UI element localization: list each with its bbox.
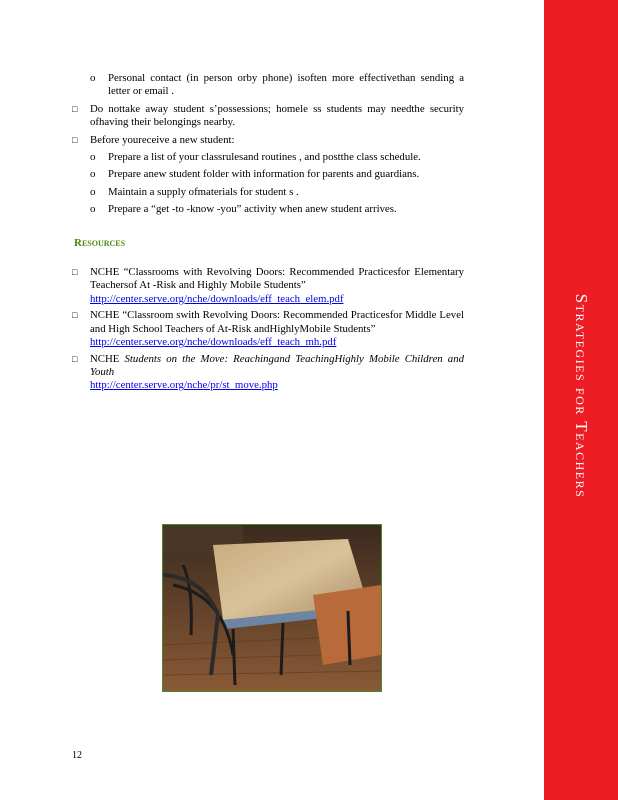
circle-bullet-icon: o: [90, 168, 96, 181]
circle-bullet-icon: o: [90, 151, 96, 164]
list-item-text: Maintain a supply ofmaterials for student s .: [108, 185, 299, 198]
list-item: [70, 151, 464, 164]
resource-text: [90, 353, 464, 380]
circle-bullet-icon: o: [90, 72, 96, 84]
resource-item: [70, 309, 464, 349]
classroom-desk-photo: [162, 524, 382, 692]
resource-text: NCHE “Classrooms with Revolving Doors: Recommended Practicesfor Elementary Teachersof At -Risk and Highly Mobile Students”: [90, 266, 464, 292]
circle-bullet-icon: o: [90, 185, 96, 198]
list-item-text: Prepare a list of your classrulesand routines , and postthe class schedule.: [108, 151, 421, 164]
list-item: [70, 103, 464, 130]
square-bullet-icon: □: [72, 310, 78, 321]
square-bullet-icon: □: [72, 353, 78, 364]
resource-prefix: NCHE: [90, 352, 125, 365]
main-content: [70, 72, 464, 396]
list-item-text: Personal contact (in person orby phone) isoften more effectivethan sending a letter or email .: [108, 72, 464, 98]
resource-title: Students on the Move: Reachingand TeachingHighly Mobile Children and Youth: [90, 352, 465, 378]
resource-link[interactable]: http://center.serve.org/nche/pr/st_move.php: [90, 379, 278, 392]
list-item-text: Prepare anew student folder with information for parents and guardians.: [108, 168, 420, 181]
list-item-text: Before youreceive a new student:: [90, 133, 235, 146]
list-item: [70, 203, 464, 216]
square-bullet-icon: □: [72, 267, 78, 278]
list-item: [70, 186, 464, 199]
resource-link[interactable]: http://center.serve.org/nche/downloads/eff_teach_mh.pdf: [90, 336, 337, 349]
page-number: 12: [72, 750, 82, 761]
resource-item: [70, 266, 464, 306]
list-item: [70, 72, 464, 99]
list-item-text: Do nottake away student s’possessions; homele ss students may needthe security ofhaving their belongings nearby.: [90, 102, 464, 129]
sidebar-title: Strategies for Teachers: [572, 293, 591, 499]
list-item: [70, 168, 464, 181]
circle-bullet-icon: o: [90, 203, 96, 216]
resource-text: NCHE “Classroom swith Revolving Doors: Recommended Practicesfor Middle Level and High School Teachers of At-Risk andHighlyMobile Students”: [90, 309, 464, 335]
resource-link[interactable]: http://center.serve.org/nche/downloads/eff_teach_elem.pdf: [90, 292, 344, 305]
square-bullet-icon: □: [72, 103, 78, 114]
photo-illustration: [163, 525, 381, 691]
list-item: [70, 134, 464, 147]
list-item-text: Prepare a “get -to -know -you” activity when anew student arrives.: [108, 203, 397, 216]
resource-item: [70, 353, 464, 393]
square-bullet-icon: □: [72, 134, 78, 145]
resources-heading: Resources: [74, 236, 126, 249]
